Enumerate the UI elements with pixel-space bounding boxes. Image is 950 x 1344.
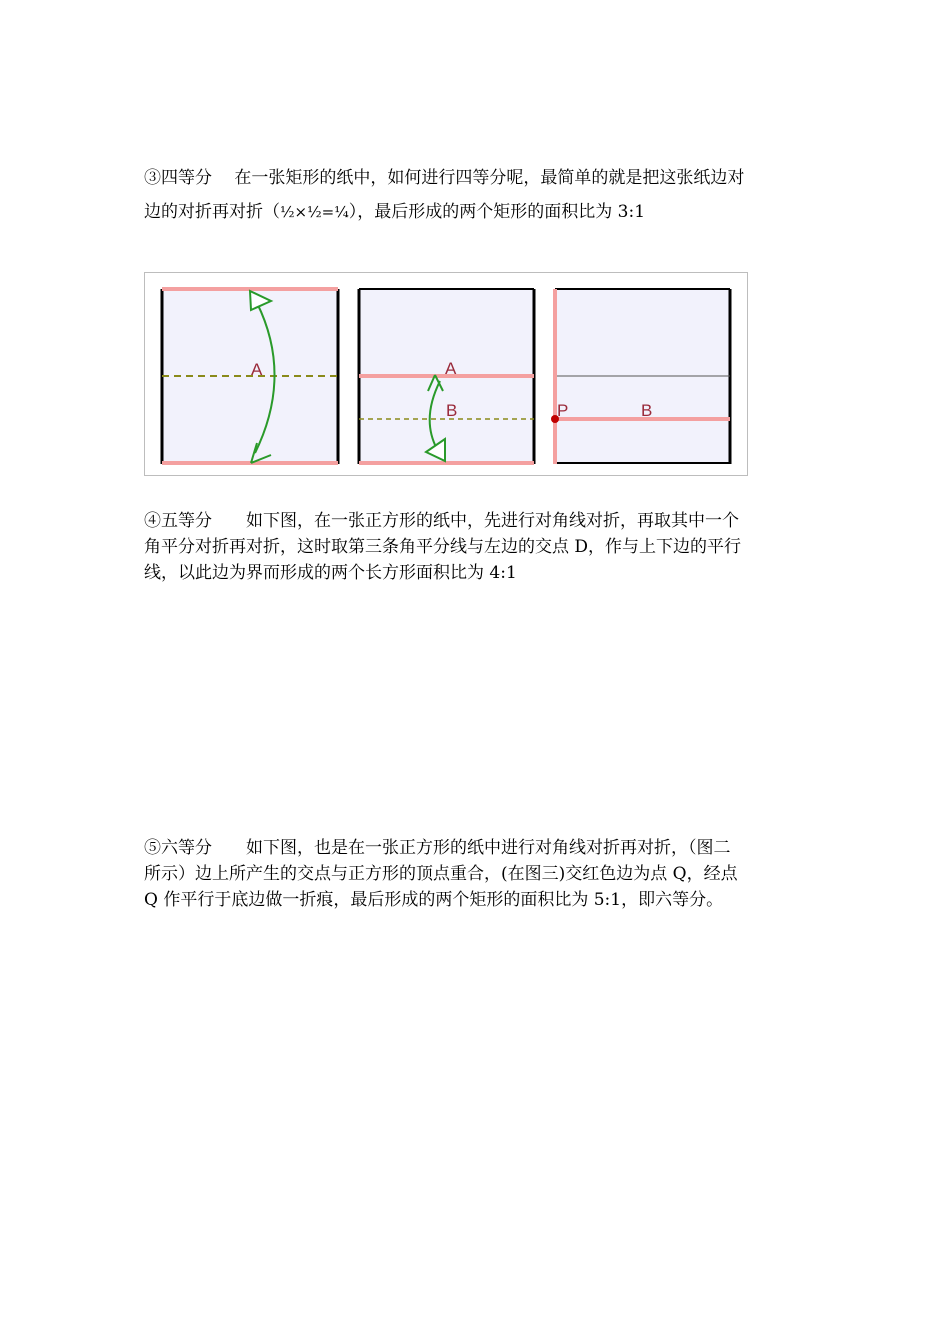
- section3-line1: ③四等分 在一张矩形的纸中，如何进行四等分呢，最简单的就是把这张纸边对: [144, 168, 745, 188]
- panel-3: [551, 289, 730, 464]
- section4-line3: 线，以此边为界而形成的两个长方形面积比为 4:1: [144, 563, 517, 583]
- section4-line2: 角平分对折再对折，这时取第三条角平分线与左边的交点 D，作与上下边的平行: [144, 537, 742, 557]
- section3-line2-prefix: 边的对折再对折（: [144, 202, 280, 222]
- folding-diagram: [144, 272, 748, 476]
- panel-2-label-a: A: [445, 359, 457, 378]
- section5-line1: ⑤六等分 如下图，也是在一张正方形的纸中进行对角线对折再对折，（图二: [144, 838, 731, 858]
- section3-line2-suffix: ），最后形成的两个矩形的面积比为 3:1: [348, 202, 646, 222]
- section4-line1: ④五等分 如下图，在一张正方形的纸中，先进行对角线对折，再取其中一个: [144, 511, 739, 531]
- section-six-division: [144, 835, 814, 913]
- section3-line2: [144, 199, 814, 225]
- panel-2-label-b: B: [446, 401, 458, 420]
- panel-3-label-p: P: [557, 401, 569, 420]
- section5-line2: 所示）边上所产生的交点与正方形的顶点重合，(在图三)交红色边为点 Q，经点: [144, 864, 738, 884]
- panel-2: [359, 289, 534, 464]
- fraction-formula: ½×½=¼: [280, 203, 349, 221]
- section5-line3: Q 作平行于底边做一折痕，最后形成的两个矩形的面积比为 5:1，即六等分。: [144, 890, 724, 910]
- panel-1-label-a: A: [251, 360, 263, 379]
- panel-3-label-b: B: [641, 401, 653, 420]
- folding-diagram-svg: [145, 273, 749, 477]
- section-five-division: [144, 508, 814, 586]
- panel-1: [162, 289, 338, 464]
- section-quarter-division: [144, 165, 814, 225]
